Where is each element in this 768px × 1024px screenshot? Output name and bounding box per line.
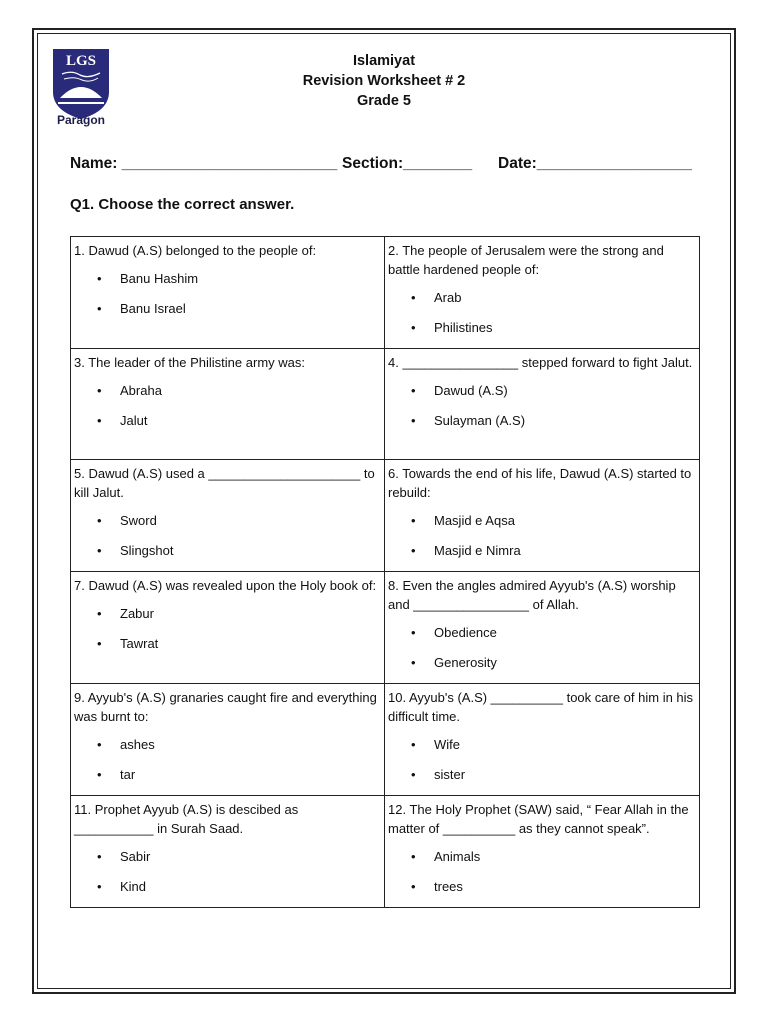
question-cell xyxy=(385,572,700,684)
question-cell xyxy=(385,349,700,460)
option-list xyxy=(74,381,381,441)
answer-option[interactable]: • Sword xyxy=(74,511,381,541)
question-text: 7. Dawud (A.S) was revealed upon the Holy book of: xyxy=(74,578,377,593)
mcq-table xyxy=(70,236,700,908)
option-list xyxy=(388,735,696,795)
question-title: Q1. Choose the correct answer. xyxy=(70,196,295,213)
worksheet-header xyxy=(220,51,548,111)
question-text: 1. Dawud (A.S) belonged to the people of: xyxy=(74,243,317,258)
question-cell xyxy=(71,237,385,349)
option-list xyxy=(74,847,381,907)
answer-option[interactable]: • Obedience xyxy=(388,623,696,653)
question-text: 5. Dawud (A.S) used a _____________________ to kill Jalut. xyxy=(74,466,375,500)
option-list xyxy=(388,381,696,441)
answer-option[interactable]: • Jalut xyxy=(74,411,381,441)
option-list xyxy=(388,288,696,348)
table-row xyxy=(71,349,700,460)
question-text: 11. Prophet Ayyub (A.S) is descibed as ___________ in Surah Saad. xyxy=(74,802,299,836)
subject-title: Islamiyat xyxy=(352,53,416,69)
logo-mark-text: LGS xyxy=(65,53,97,69)
question-cell xyxy=(71,796,385,908)
option-list xyxy=(388,511,696,571)
answer-option[interactable]: • Wife xyxy=(388,735,696,765)
question-cell xyxy=(385,237,700,349)
question-text: 3. The leader of the Philistine army was: xyxy=(74,355,305,370)
answer-option[interactable]: • Kind xyxy=(74,877,381,907)
option-list xyxy=(74,511,381,571)
answer-option[interactable]: • Dawud (A.S) xyxy=(388,381,696,411)
table-row xyxy=(71,684,700,796)
date-field[interactable]: Date:__________________ xyxy=(498,155,692,172)
question-cell xyxy=(385,684,700,796)
answer-option[interactable]: • Abraha xyxy=(74,381,381,411)
option-list xyxy=(74,604,381,664)
answer-option[interactable]: • Philistines xyxy=(388,318,696,348)
logo-caption: Paragon xyxy=(56,113,105,127)
answer-option[interactable]: • tar xyxy=(74,765,381,795)
answer-option[interactable]: • ashes xyxy=(74,735,381,765)
answer-option[interactable]: • Masjid e Aqsa xyxy=(388,511,696,541)
section-field[interactable]: Section:________ xyxy=(342,155,473,172)
table-row xyxy=(71,237,700,349)
answer-option[interactable]: • Banu Hashim xyxy=(74,269,381,299)
question-text: 6. Towards the end of his life, Dawud (A.S) started to rebuild: xyxy=(388,466,692,500)
question-text: 9. Ayyub's (A.S) granaries caught fire and everything was burnt to: xyxy=(74,690,377,724)
answer-option[interactable]: • Banu Israel xyxy=(74,299,381,329)
question-cell xyxy=(385,460,700,572)
question-cell xyxy=(71,572,385,684)
table-row xyxy=(71,572,700,684)
answer-option[interactable]: • Masjid e Nimra xyxy=(388,541,696,571)
option-list xyxy=(74,269,381,329)
worksheet-title: Revision Worksheet # 2 xyxy=(302,73,466,89)
grade-title: Grade 5 xyxy=(357,93,411,109)
option-list xyxy=(388,847,696,907)
question-text: 4. ________________ stepped forward to fight Jalut. xyxy=(388,355,693,370)
question-cell xyxy=(71,460,385,572)
answer-option[interactable]: • Generosity xyxy=(388,653,696,683)
answer-option[interactable]: • Sabir xyxy=(74,847,381,877)
question-text: 10. Ayyub's (A.S) __________ took care of him in his difficult time. xyxy=(388,690,694,724)
answer-option[interactable]: • Tawrat xyxy=(74,634,381,664)
question-text: 8. Even the angles admired Ayyub's (A.S) worship and ________________ of Allah. xyxy=(388,578,676,612)
table-row xyxy=(71,796,700,908)
question-text: 2. The people of Jerusalem were the strong and battle hardened people of: xyxy=(388,243,664,277)
question-cell xyxy=(71,349,385,460)
question-cell xyxy=(385,796,700,908)
answer-option[interactable]: • Zabur xyxy=(74,604,381,634)
answer-option[interactable]: • sister xyxy=(388,765,696,795)
answer-option[interactable]: • Sulayman (A.S) xyxy=(388,411,696,441)
question-cell xyxy=(71,684,385,796)
answer-option[interactable]: • Slingshot xyxy=(74,541,381,571)
name-field[interactable]: Name: _________________________ xyxy=(70,155,338,172)
question-text: 12. The Holy Prophet (SAW) said, “ Fear Allah in the matter of __________ as they cannot speak”. xyxy=(388,802,689,836)
answer-option[interactable]: • Animals xyxy=(388,847,696,877)
option-list xyxy=(388,623,696,683)
answer-option[interactable]: • trees xyxy=(388,877,696,907)
table-row xyxy=(71,460,700,572)
answer-option[interactable]: • Arab xyxy=(388,288,696,318)
option-list xyxy=(74,735,381,795)
